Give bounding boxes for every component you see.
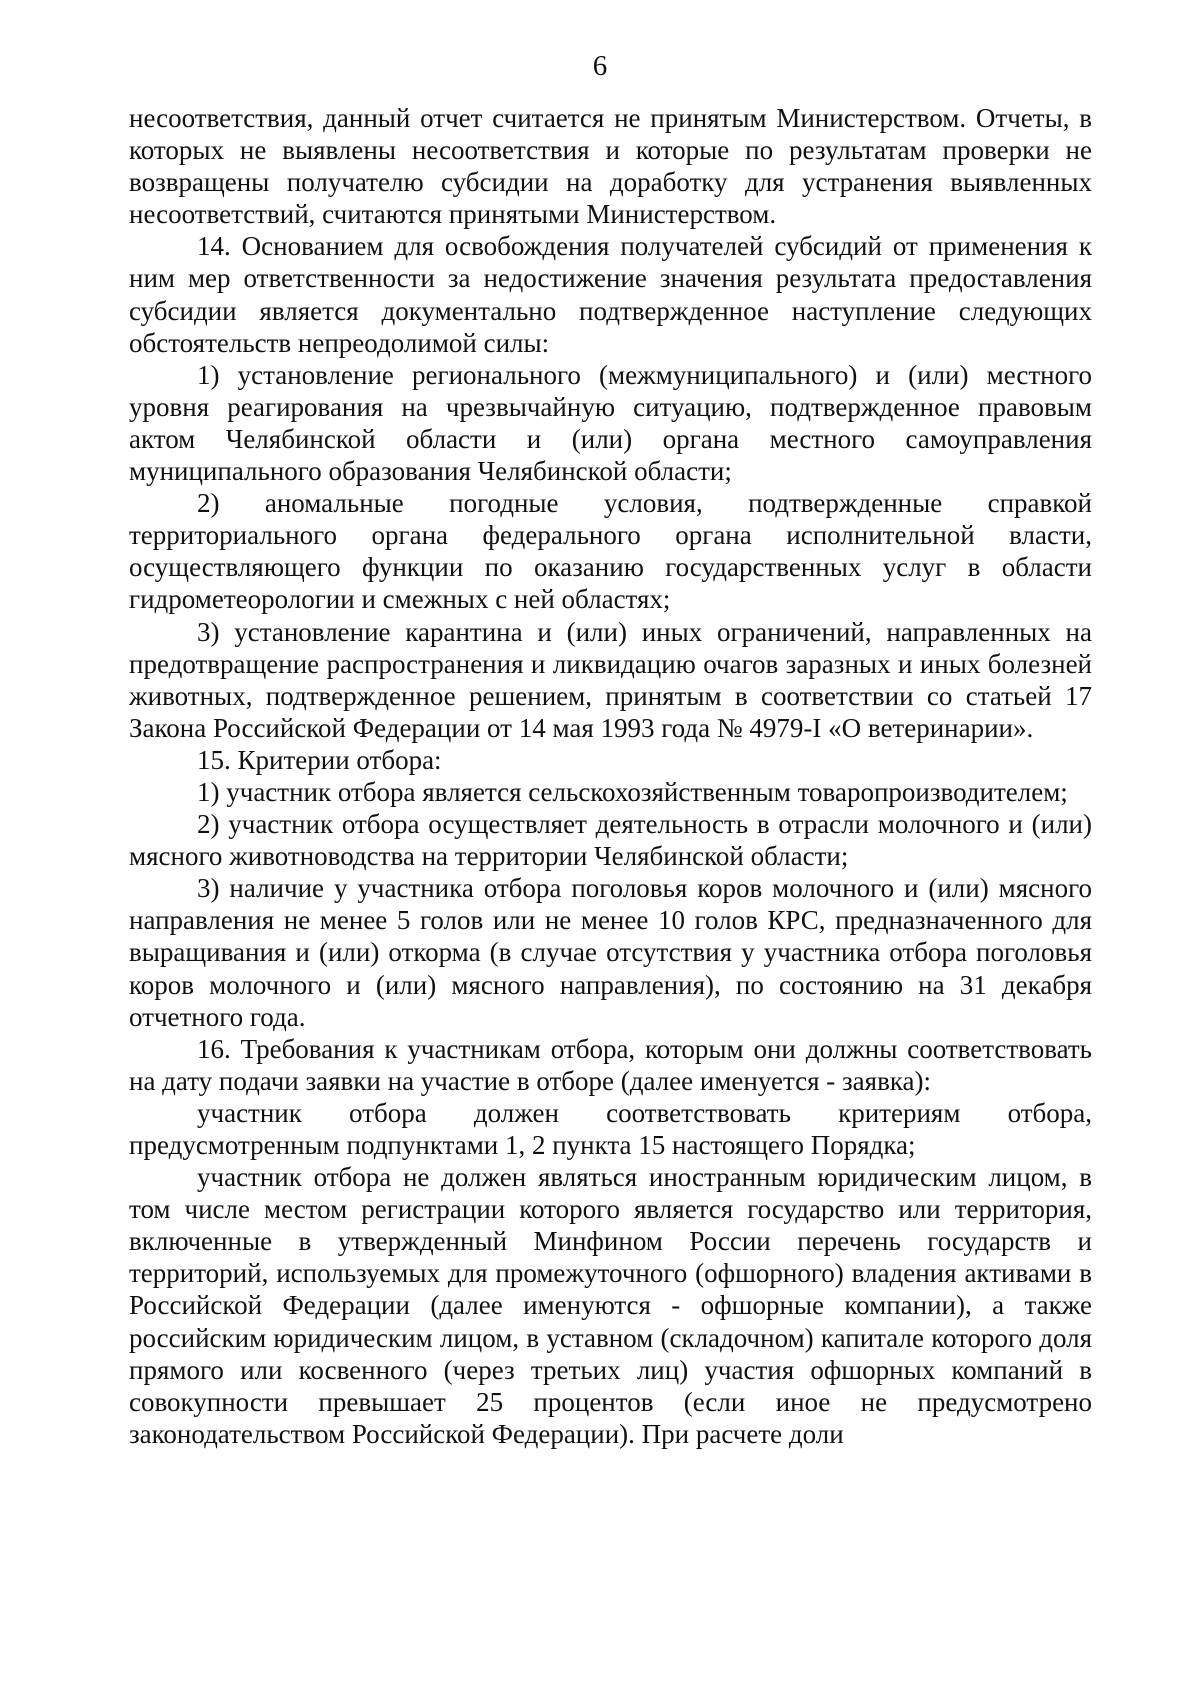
document-body	[129, 102, 1092, 1450]
paragraph-item-15-3: 3) наличие у участника отбора поголовья коров молочного и (или) мясного направления не менее 5 голов или не менее 10 голов КРС, предназначенного для выращивания и (или) откорма (в случае отсутствия у участника отбора поголовья коров молочного и (или) мясного направления), по состоянию на 31 декабря отчетного года.	[129, 873, 1092, 1032]
paragraph-item-15: 15. Критерии отбора:	[197, 744, 442, 775]
page-number: 6	[592, 50, 608, 82]
paragraph-item-14: 14. Основанием для освобождения получателей субсидий от применения к ним мер ответственности за недостижение значения результата предоставления субсидии является документально подтвержденное наступление следующих обстоятельств непреодолимой силы:	[129, 231, 1092, 358]
paragraph-item-16: 16. Требования к участникам отбора, которым они должны соответствовать на дату подачи заявки на участие в отборе (далее именуется - заявка):	[129, 1033, 1092, 1096]
paragraph-item-14-2: 2) аномальные погодные условия, подтвержденные справкой территориального органа федерального органа исполнительной власти, осуществляющего функции по оказанию государственных услуг в области гидрометеорологии и смежных с ней областях;	[129, 488, 1092, 615]
paragraph-item-15-1: 1) участник отбора является сельскохозяйственным товаропроизводителем;	[197, 776, 1068, 807]
paragraph-item-14-1: 1) установление регионального (межмуниципального) и (или) местного уровня реагирования на чрезвычайную ситуацию, подтвержденное правовым актом Челябинской области и (или) органа местного самоуправления муниципального образования Челябинской области;	[129, 359, 1092, 487]
paragraph-item-14-3: 3) установление карантина и (или) иных ограничений, направленных на предотвращение распространения и ликвидацию очагов заразных и иных болезней животных, подтвержденное решением, принятым в соответствии со статьей 17 Закона Российской Федерации от 14 мая 1993 года № 4979-I «О ветеринарии».	[129, 616, 1092, 743]
paragraph-continuation: несоответствия, данный отчет считается не принятым Министерством. Отчеты, в которых не выявлены несоответствия и которые по результатам проверки не возвращены получателю субсидии на доработку для устранения выявленных несоответствий, считаются принятыми Министерством.	[129, 103, 1092, 230]
paragraph-item-15-2: 2) участник отбора осуществляет деятельность в отрасли молочного и (или) мясного животноводства на территории Челябинской области;	[129, 809, 1092, 872]
paragraph-item-16-a: участник отбора должен соответствовать критериям отбора, предусмотренным подпунктами 1, 2 пункта 15 настоящего Порядка;	[129, 1097, 1092, 1160]
paragraph-item-16-b: участник отбора не должен являться иностранным юридическим лицом, в том числе местом регистрации которого является государство или территория, включенные в утвержденный Минфином России перечень государств и территорий, используемых для промежуточного (офшорного) владения активами в Российской Федерации (далее именуются - офшорные компании), а также российским юридическим лицом, в уставном (складочном) капитале которого доля прямого или косвенного (через третьих лиц) участия офшорных компаний в совокупности превышает 25 процентов (если иное не предусмотрено законодательством Российской Федерации). При расчете доли	[129, 1162, 1092, 1449]
